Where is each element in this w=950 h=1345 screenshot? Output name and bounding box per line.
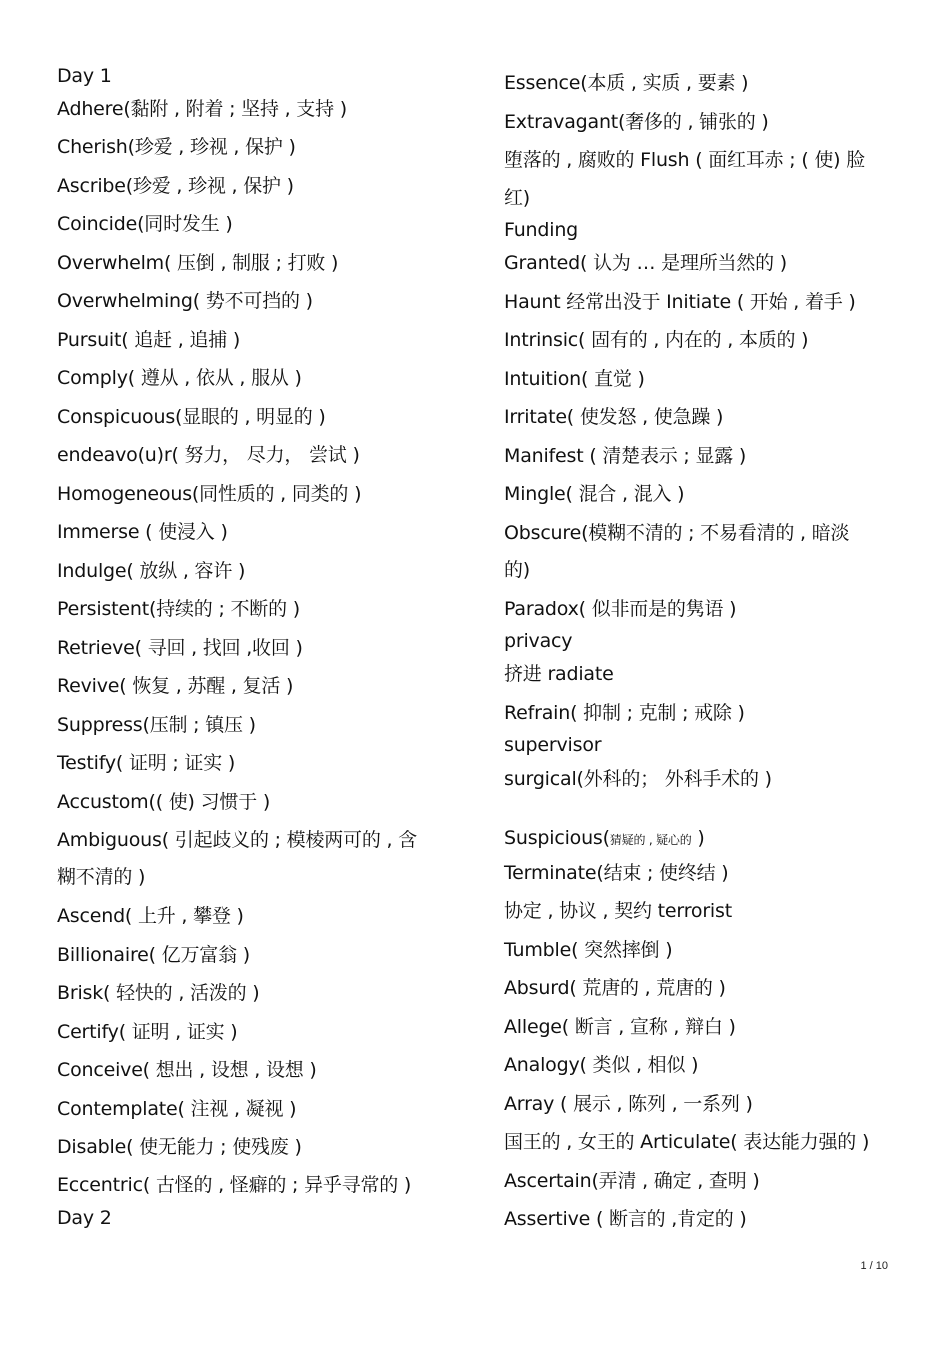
vocab-entry: privacy — [504, 630, 573, 652]
vocab-entry: Revive( 恢复 , 苏醒 , 复活 ) — [57, 675, 294, 697]
vocab-entry: Ascribe(珍爱 , 珍视 , 保护 ) — [57, 175, 294, 197]
vocab-entry: Allege( 断言 , 宣称 , 辩白 ) — [504, 1016, 736, 1038]
vocab-closing-paren: ) — [691, 827, 705, 849]
vocab-entry: Pursuit( 追赶 , 追捕 ) — [57, 329, 241, 351]
vocab-entry: Contemplate( 注视 , 凝视 ) — [57, 1098, 297, 1120]
vocab-entry-continued: 的) — [504, 559, 531, 581]
vocab-entry: Haunt 经常出没于 Initiate ( 开始 , 着手 ) — [504, 291, 856, 313]
vocab-entry: Obscure(模糊不清的 ; 不易看清的 , 暗淡 — [504, 522, 850, 544]
vocab-entry: Ascertain(弄清 , 确定 , 查明 ) — [504, 1170, 760, 1192]
vocab-entry: Granted( 认为 … 是理所当然的 ) — [504, 252, 788, 274]
vocab-entry: Tumble( 突然摔倒 ) — [504, 939, 673, 961]
vocab-entry: surgical(外科的； 外科手术的 ) — [504, 768, 772, 790]
vocab-entry: Ambiguous( 引起歧义的 ; 模棱两可的 , 含 — [57, 829, 417, 851]
vocab-entry: Terminate(结束 ; 使终结 ) — [504, 862, 729, 884]
vocab-entry: Manifest ( 清楚表示 ; 显露 ) — [504, 445, 747, 467]
vocab-entry: Indulge( 放纵 , 容许 ) — [57, 560, 246, 582]
vocab-entry: Assertive ( 断言的 ,肯定的 ) — [504, 1208, 747, 1230]
vocab-entry: endeavo(u)r( 努力， 尽力， 尝试 ) — [57, 444, 360, 466]
vocab-entry: Ascend( 上升 , 攀登 ) — [57, 905, 244, 927]
vocab-entry: Extravagant(奢侈的 , 铺张的 ) — [504, 111, 769, 133]
vocab-entry: Intuition( 直觉 ) — [504, 368, 645, 390]
vocab-entry: Array ( 展示 , 陈列 , 一系列 ) — [504, 1093, 753, 1115]
vocab-entry-continued: 红) — [504, 187, 531, 209]
vocab-entry: Comply( 遵从 , 依从 , 服从 ) — [57, 367, 302, 389]
vocab-entry: Funding — [504, 219, 579, 241]
vocab-entry: 挤进 radiate — [504, 663, 614, 685]
vocab-entry: Eccentric( 古怪的 , 怪癖的 ; 异乎寻常的 ) — [57, 1174, 412, 1196]
vocab-entry: Conspicuous(显眼的 , 明显的 ) — [57, 406, 326, 428]
vocab-entry: Overwhelming( 势不可挡的 ) — [57, 290, 313, 312]
vocab-entry: Coincide(同时发生 ) — [57, 213, 233, 235]
vocab-entry: Certify( 证明 , 证实 ) — [57, 1021, 238, 1043]
vocab-entry: Conceive( 想出 , 设想 , 设想 ) — [57, 1059, 317, 1081]
vocab-entry: Testify( 证明 ; 证实 ) — [57, 752, 236, 774]
vocab-entry: Overwhelm( 压倒 , 制服 ; 打败 ) — [57, 252, 339, 274]
vocab-entry: Intrinsic( 固有的 , 内在的 , 本质的 ) — [504, 329, 809, 351]
vocab-entry: Mingle( 混合 , 混入 ) — [504, 483, 685, 505]
vocab-entry: Cherish(珍爱 , 珍视 , 保护 ) — [57, 136, 296, 158]
heading-day-1: Day 1 — [57, 65, 112, 87]
vocab-entry: Retrieve( 寻回 , 找回 ,收回 ) — [57, 637, 303, 659]
page-number: 1 / 10 — [860, 1260, 888, 1272]
vocab-entry: Accustom(( 使) 习惯于 ) — [57, 791, 271, 813]
vocab-entry: 协定 , 协议 , 契约 terrorist — [504, 900, 732, 922]
vocab-entry-continued: 糊不清的 ) — [57, 866, 146, 888]
vocab-entry: Homogeneous(同性质的 , 同类的 ) — [57, 483, 362, 505]
vocab-gloss-small: 猜疑的 , 疑心的 — [609, 833, 692, 847]
vocab-word: Suspicious( — [504, 827, 610, 849]
vocab-entry: Disable( 使无能力 ; 使残废 ) — [57, 1136, 302, 1158]
vocab-entry: Adhere(黏附 , 附着 ; 坚持 , 支持 ) — [57, 98, 347, 120]
vocab-entry: Immerse ( 使浸入 ) — [57, 521, 228, 543]
vocab-entry: 堕落的 , 腐败的 Flush ( 面红耳赤 ; ( 使) 脸 — [504, 149, 866, 171]
vocab-entry: supervisor — [504, 734, 602, 756]
vocab-entry: Essence(本质 , 实质 , 要素 ) — [504, 72, 749, 94]
vocab-entry: Persistent(持续的 ; 不断的 ) — [57, 598, 300, 620]
heading-day-2: Day 2 — [57, 1207, 112, 1229]
vocab-entry: Analogy( 类似 , 相似 ) — [504, 1054, 699, 1076]
vocab-entry: Absurd( 荒唐的 , 荒唐的 ) — [504, 977, 726, 999]
vocab-entry: 国王的 , 女王的 Articulate( 表达能力强的 ) — [504, 1131, 870, 1153]
vocab-entry: Paradox( 似非而是的隽语 ) — [504, 598, 737, 620]
vocab-entry: Refrain( 抑制 ; 克制 ; 戒除 ) — [504, 702, 745, 724]
vocab-entry — [504, 826, 705, 852]
vocab-entry: Billionaire( 亿万富翁 ) — [57, 944, 250, 966]
vocab-entry: Suppress(压制 ; 镇压 ) — [57, 714, 256, 736]
vocab-entry: Brisk( 轻快的 , 活泼的 ) — [57, 982, 260, 1004]
vocab-entry: Irritate( 使发怒 , 使急躁 ) — [504, 406, 724, 428]
